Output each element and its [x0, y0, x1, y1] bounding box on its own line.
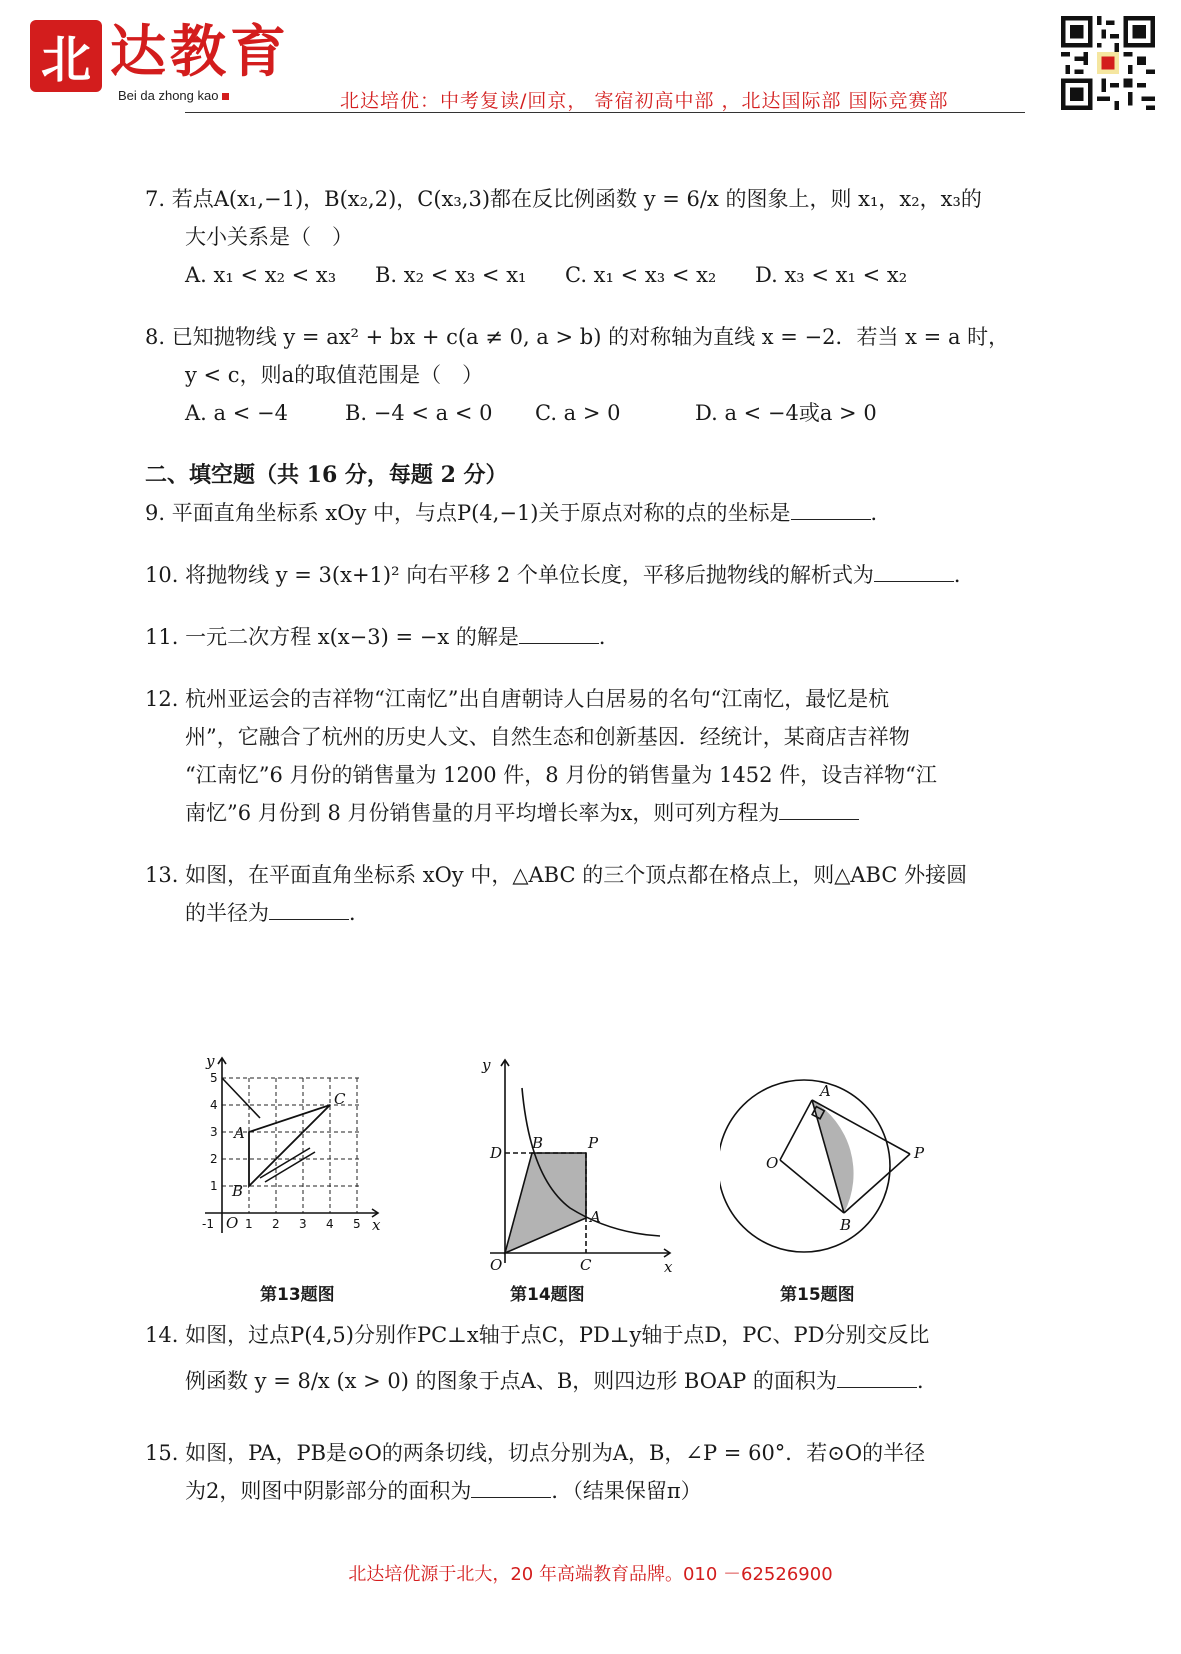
page-header — [0, 0, 1181, 130]
point-d-label: D — [490, 1144, 503, 1162]
question-12-line1: 12. 杭州亚运会的吉祥物“江南忆”出自唐朝诗人白居易的名句“江南忆，最忆是杭 — [145, 687, 890, 711]
answer-blank[interactable] — [791, 495, 871, 520]
answer-blank[interactable] — [471, 1473, 551, 1498]
answer-blank[interactable] — [837, 1363, 917, 1388]
logo-text: 达教育 — [110, 19, 290, 85]
question-9-text: 9. 平面直角坐标系 xOy 中，与点P(4,−1)关于原点对称的点的坐标是 — [145, 501, 791, 525]
question-7-options — [145, 256, 1035, 294]
question-8-line1: 8. 已知抛物线 y = ax² + bx + c(a ≠ 0, a > b) 的对称轴为直线 x = −2．若当 x = a 时， — [145, 325, 1010, 349]
logo-subtitle — [118, 88, 229, 103]
question-12-line4-text: 南忆”6 月份到 8 月份销售量的月平均增长率为x，则可列方程为 — [185, 801, 780, 825]
qr-code-icon — [1061, 16, 1155, 110]
tick-label: 1 — [245, 1217, 253, 1231]
question-13-line2-text: 的半径为 — [185, 901, 269, 925]
tick-label: 3 — [210, 1125, 218, 1139]
option-b: B. x₂ < x₃ < x₁ — [375, 263, 527, 287]
axis-x-label: x — [372, 1216, 381, 1234]
answer-blank[interactable] — [519, 619, 599, 644]
figure-13 — [200, 1048, 390, 1278]
option-d: D. a < −4或a > 0 — [695, 401, 877, 425]
page-footer: 北达培优源于北大，20 年高端教育品牌。010 －62526900 — [348, 1564, 833, 1585]
question-7-line2: 大小关系是（ ） — [185, 225, 353, 249]
tick-label: 3 — [299, 1217, 307, 1231]
axis-y-label: y — [482, 1056, 491, 1074]
header-slogan: 北达培优：中考复读/回京， 寄宿初高中部 ，北达国际部 国际竞赛部 — [340, 90, 949, 112]
tick-label: 2 — [210, 1152, 218, 1166]
point-p-label: P — [914, 1144, 925, 1162]
tick-label: 4 — [326, 1217, 334, 1231]
point-a-label: A — [234, 1124, 245, 1142]
option-b: B. −4 < a < 0 — [345, 401, 493, 425]
question-13-line1: 13. 如图，在平面直角坐标系 xOy 中，△ABC 的三个顶点都在格点上，则△ABC 外接圆 — [145, 863, 968, 887]
question-14-line2-text: 例函数 y = 8/x (x > 0) 的图象于点A、B，则四边形 BOAP 的面积为 — [185, 1369, 837, 1393]
point-a-label: A — [820, 1082, 831, 1100]
tick-label: 5 — [210, 1071, 218, 1085]
tick-label: 1 — [210, 1179, 218, 1193]
section-fill-in-title: 二、填空题（共 16 分，每题 2 分） — [145, 462, 508, 488]
header-divider — [185, 112, 1025, 113]
point-o-label: O — [766, 1154, 779, 1172]
option-d: D. x₃ < x₁ < x₂ — [755, 263, 908, 287]
origin-label: O — [226, 1214, 239, 1232]
tick-label: 5 — [353, 1217, 361, 1231]
figure-15 — [720, 1048, 950, 1278]
question-12-line4 — [145, 794, 1035, 832]
logo-seal: 北 — [30, 20, 102, 92]
tick-label: -1 — [202, 1217, 214, 1231]
figure-13-caption: 第13题图 — [260, 1285, 335, 1305]
answer-blank[interactable] — [269, 895, 349, 920]
question-14-line1: 14. 如图，过点P(4,5)分别作PC⊥x轴于点C，PD⊥y轴于点D，PC、PD分别交反比 — [145, 1323, 930, 1347]
tick-label: 4 — [210, 1098, 218, 1112]
figures-row — [200, 1048, 1020, 1305]
question-14-line2 — [145, 1362, 1035, 1400]
exam-content-lower — [145, 1316, 1035, 1510]
question-12-line3: “江南忆”6 月份的销售量为 1200 件，8 月份的销售量为 1452 件，设吉祥物“江 — [185, 763, 937, 787]
question-15-line2-text: 为2，则图中阴影部分的面积为 — [185, 1479, 472, 1503]
question-9: 9. 平面直角坐标系 xOy 中，与点P(4,−1)关于原点对称的点的坐标是 ． — [145, 494, 1035, 532]
point-p-label: P — [588, 1134, 599, 1152]
point-b-label: B — [532, 1134, 544, 1152]
question-14-line2-end: ． — [916, 1369, 938, 1393]
point-b-label: B — [840, 1216, 852, 1234]
question-15-line2 — [145, 1472, 1035, 1510]
question-8-options — [145, 394, 1035, 432]
answer-blank[interactable] — [874, 557, 954, 582]
question-12-line2: 州”，它融合了杭州的历史人文、自然生态和创新基因．经统计，某商店吉祥物 — [185, 725, 910, 749]
tick-label: 2 — [272, 1217, 280, 1231]
point-b-label: B — [232, 1182, 244, 1200]
question-15-line1: 15. 如图，PA，PB是⊙O的两条切线，切点分别为A，B，∠P = 60°．若⊙O的半径 — [145, 1441, 926, 1465]
figure-14 — [460, 1048, 680, 1278]
question-11: 11. 一元二次方程 x(x−3) = −x 的解是 ． — [145, 618, 1035, 656]
question-7-line1: 7. 若点A(x₁,−1)，B(x₂,2)，C(x₃,3)都在反比例函数 y = 6/x 的图象上，则 x₁，x₂，x₃的 — [145, 187, 982, 211]
point-c-label: C — [334, 1090, 346, 1108]
logo-square-icon — [222, 93, 229, 100]
option-c: C. x₁ < x₃ < x₂ — [565, 263, 717, 287]
figure-14-caption: 第14题图 — [510, 1285, 585, 1305]
question-10: 10. 将抛物线 y = 3(x+1)² 向右平移 2 个单位长度，平移后抛物线的解析式为 ． — [145, 556, 1035, 594]
origin-label: O — [490, 1256, 503, 1274]
option-a: A. x₁ < x₂ < x₃ — [185, 263, 337, 287]
question-11-text: 11. 一元二次方程 x(x−3) = −x 的解是 — [145, 625, 519, 649]
axis-x-label: x — [664, 1258, 673, 1276]
point-a-label: A — [590, 1208, 601, 1226]
question-15-line2-end: ．（结果保留π） — [551, 1479, 702, 1503]
question-13-line2: 的半径为 ． — [145, 894, 1035, 932]
logo — [30, 20, 290, 92]
figure-15-caption: 第15题图 — [780, 1285, 855, 1305]
answer-blank[interactable] — [779, 795, 859, 820]
option-c: C. a > 0 — [535, 401, 621, 425]
exam-content — [145, 180, 1035, 932]
logo-subtitle-text: Bei da zhong kao — [118, 88, 219, 103]
axis-y-label: y — [206, 1052, 215, 1070]
question-8-line2: y < c，则a的取值范围是（ ） — [185, 363, 484, 387]
point-c-label: C — [580, 1256, 592, 1274]
question-10-text: 10. 将抛物线 y = 3(x+1)² 向右平移 2 个单位长度，平移后抛物线的解析式为 — [145, 563, 874, 587]
option-a: A. a < −4 — [185, 401, 288, 425]
